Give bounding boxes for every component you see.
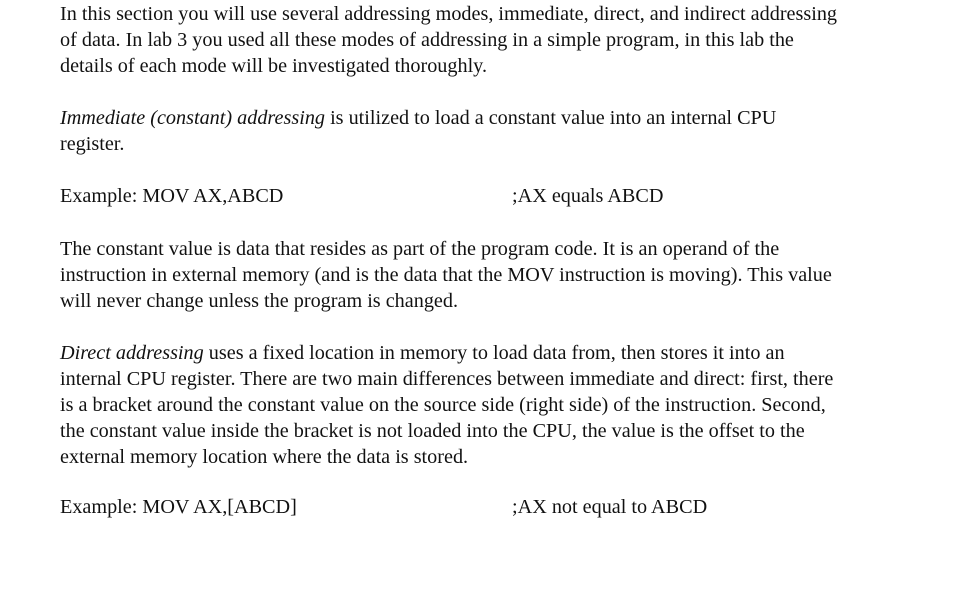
direct-line-5: external memory location where the data is stored. [60, 446, 469, 468]
constant-line-1: The constant value is data that resides as part of the program code. It is an operand of the [60, 238, 780, 260]
example-immediate [60, 183, 940, 209]
immediate-line-1 [60, 105, 940, 131]
immediate-line-1-text: is utilized to load a constant value into an internal CPU [325, 107, 777, 129]
direct-line-1 [60, 340, 940, 366]
constant-value-paragraph [60, 236, 940, 314]
immediate-addressing-term: Immediate (constant) addressing [60, 107, 326, 129]
direct-line-1-text: uses a fixed location in memory to load data from, then stores it into an [203, 342, 785, 364]
example-immediate-comment: ;AX equals ABCD [512, 185, 664, 207]
immediate-addressing-paragraph [60, 105, 940, 157]
example-direct [60, 494, 940, 520]
intro-paragraph [60, 1, 940, 79]
example-immediate-code: Example: MOV AX,ABCD [60, 185, 284, 207]
immediate-line-2: register. [60, 133, 125, 155]
intro-line-3: details of each mode will be investigated thoroughly. [60, 55, 488, 77]
constant-line-3: will never change unless the program is changed. [60, 290, 459, 312]
direct-line-2: internal CPU register. There are two main differences between immediate and direct: first, there [60, 368, 834, 390]
direct-addressing-paragraph [60, 340, 940, 470]
direct-line-4: the constant value inside the bracket is not loaded into the CPU, the value is the offset to the [60, 420, 805, 442]
intro-line-1: In this section you will use several addressing modes, immediate, direct, and indirect addressing [60, 3, 838, 25]
example-direct-comment: ;AX not equal to ABCD [512, 496, 708, 518]
direct-line-3: is a bracket around the constant value on the source side (right side) of the instruction. Second, [60, 394, 826, 416]
constant-line-2: instruction in external memory (and is the data that the MOV instruction is moving). This value [60, 264, 832, 286]
direct-addressing-term: Direct addressing [60, 342, 204, 364]
intro-line-2: of data. In lab 3 you used all these modes of addressing in a simple program, in this lab the [60, 29, 794, 51]
example-direct-code: Example: MOV AX,[ABCD] [60, 496, 297, 518]
